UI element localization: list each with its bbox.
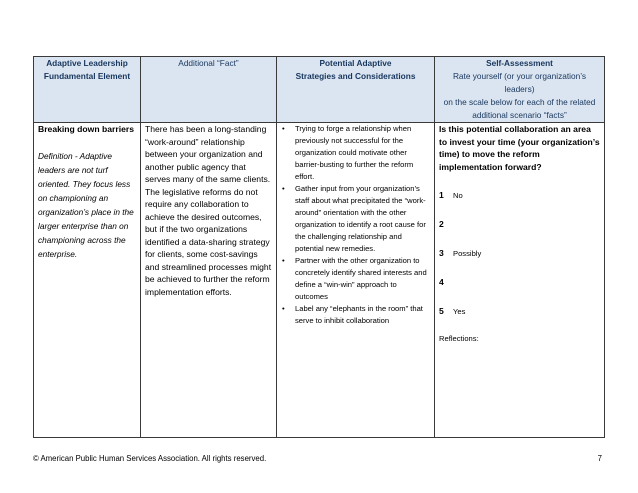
scale-label: Possibly xyxy=(453,249,482,258)
strategy-text: Label any “elephants in the room” that serve to inhibit collaboration xyxy=(295,304,423,325)
strategy-text: Gather input from your organization’s staff about what precipitated the “work-around” orientation with the other organization to identify a root cause for the challenging relationship and potential new remedies. xyxy=(295,184,426,253)
strategies-cell xyxy=(277,123,435,438)
rating-scale xyxy=(439,189,600,334)
header-self-assessment-title: Self-Assessment xyxy=(486,58,553,68)
bullet-icon: • xyxy=(282,304,285,313)
scale-number: 4 xyxy=(439,277,444,287)
scale-number: 3 xyxy=(439,248,444,258)
header-self-assessment-sub1: Rate yourself (or your organization’s leaders) xyxy=(452,71,587,94)
header-element-line1: Adaptive Leadership xyxy=(46,58,128,68)
header-strategies-line2: Strategies and Considerations xyxy=(295,71,416,81)
header-self-assessment-sub2: on the scale below for each of the related xyxy=(443,97,596,107)
page-number: 7 xyxy=(597,454,602,463)
strategy-text: Trying to forge a relationship when previously not successful for the organization could motivate other barrier-busting to further the reform effort. xyxy=(295,124,414,181)
table-row xyxy=(34,123,605,438)
bullet-icon: • xyxy=(282,256,285,265)
header-element xyxy=(34,57,141,123)
header-element-line2: Fundamental Element xyxy=(43,71,131,81)
element-cell xyxy=(34,123,141,438)
header-strategies xyxy=(277,57,435,123)
assessment-question: Is this potential collaboration an area to invest your time (your organization’s time) to move the reform implementation forward? xyxy=(439,124,600,172)
element-definition: Definition - Adaptive leaders are not turf oriented. They focus less on championing an organization’s place in the larger enterprise than on championing across the enterprise. xyxy=(38,151,134,259)
fact-text: There has been a long-standing “work-around” relationship between your organization and another public agency that serves many of the same clients. The legislative reforms do not require any collaboration to achieve the desired outcomes, but if the two organizations identified a data-sharing strategy for clients, some cost-savings and streamlined processes might be achieved to further the reform implementation efforts. xyxy=(145,124,272,297)
page-footer xyxy=(33,454,604,463)
assessment-table xyxy=(33,56,605,438)
fact-cell xyxy=(141,123,277,438)
header-strategies-line1: Potential Adaptive xyxy=(319,58,392,68)
list-item xyxy=(282,255,430,303)
table-header-row xyxy=(34,57,605,123)
scale-number: 2 xyxy=(439,219,444,229)
list-item xyxy=(282,303,430,327)
header-self-assessment xyxy=(435,57,605,123)
bullet-icon: • xyxy=(282,124,285,133)
reflections-label: Reflections: xyxy=(439,334,479,343)
self-assessment-cell xyxy=(435,123,605,438)
strategies-list xyxy=(281,123,430,327)
scale-item xyxy=(439,189,600,218)
copyright-text: © American Public Human Services Association. All rights reserved. xyxy=(33,454,267,463)
scale-label: Yes xyxy=(453,307,466,316)
list-item xyxy=(282,123,430,183)
scale-item xyxy=(439,247,600,276)
header-fact xyxy=(141,57,277,123)
strategy-text: Partner with the other organization to concretely identify shared interests and define a “win-win” approach to outcomes xyxy=(295,256,427,301)
list-item xyxy=(282,183,430,255)
scale-item xyxy=(439,276,600,305)
scale-number: 1 xyxy=(439,190,444,200)
scale-label: No xyxy=(453,191,463,200)
header-fact-label: Additional “Fact” xyxy=(178,58,239,68)
header-self-assessment-sub3: additional scenario “facts” xyxy=(472,110,567,120)
scale-item xyxy=(439,218,600,247)
scale-item xyxy=(439,305,600,334)
element-title: Breaking down barriers xyxy=(38,124,134,134)
bullet-icon: • xyxy=(282,184,285,193)
scale-number: 5 xyxy=(439,306,444,316)
